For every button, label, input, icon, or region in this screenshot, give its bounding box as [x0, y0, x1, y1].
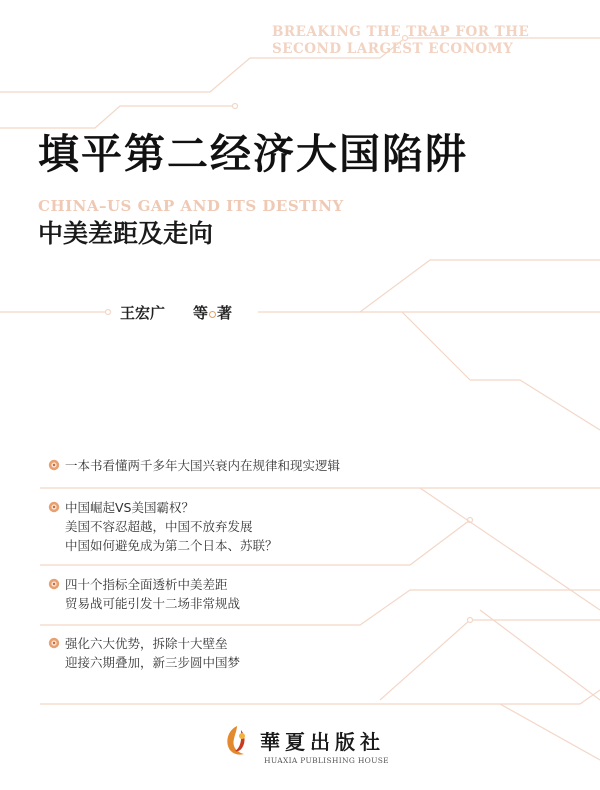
- bullet-line: 一本书看懂两千多年大国兴衰内在规律和现实逻辑: [65, 458, 341, 473]
- dot-icon: [209, 311, 216, 318]
- flower-bullet-icon: [48, 501, 60, 513]
- author-etc: 等: [193, 303, 209, 322]
- bullet-line: 中国崛起VS美国霸权？: [65, 500, 194, 515]
- author-name: 王宏广: [120, 303, 166, 322]
- bullet-line: 四十个指标全面透析中美差距: [65, 577, 228, 592]
- publisher-name-english: HUAXIA PUBLISHING HOUSE: [264, 756, 389, 765]
- flower-bullet-icon: [48, 459, 60, 471]
- book-subtitle: 中美差距及走向: [38, 219, 214, 248]
- english-subtitle: CHINA–US GAP AND ITS DESTINY: [38, 197, 344, 215]
- english-title-line-1: BREAKING THE TRAP FOR THE: [272, 24, 530, 40]
- publisher-block: [222, 724, 422, 774]
- publisher-name: 華夏出版社: [260, 730, 385, 754]
- publisher-logo-icon: [222, 724, 252, 758]
- bullet-line: 中国如何避免成为第二个日本、苏联？: [65, 538, 278, 553]
- author-role: 著: [217, 303, 233, 322]
- english-title-top: [272, 24, 572, 58]
- bullet-line: 美国不容忍超越，中国不放弃发展: [65, 519, 253, 534]
- author-line: [120, 300, 232, 324]
- bullet-line: 贸易战可能引发十二场非常规战: [65, 596, 241, 611]
- english-title-line-2: SECOND LARGEST ECONOMY: [272, 41, 514, 57]
- flower-bullet-icon: [48, 578, 60, 590]
- flower-bullet-icon: [48, 637, 60, 649]
- bullet-line: 强化六大优势，拆除十大壁垒: [65, 636, 228, 651]
- bullet-line: 迎接六期叠加，新三步圆中国梦: [65, 655, 241, 670]
- book-title: 填平第二经济大国陷阱: [38, 130, 468, 178]
